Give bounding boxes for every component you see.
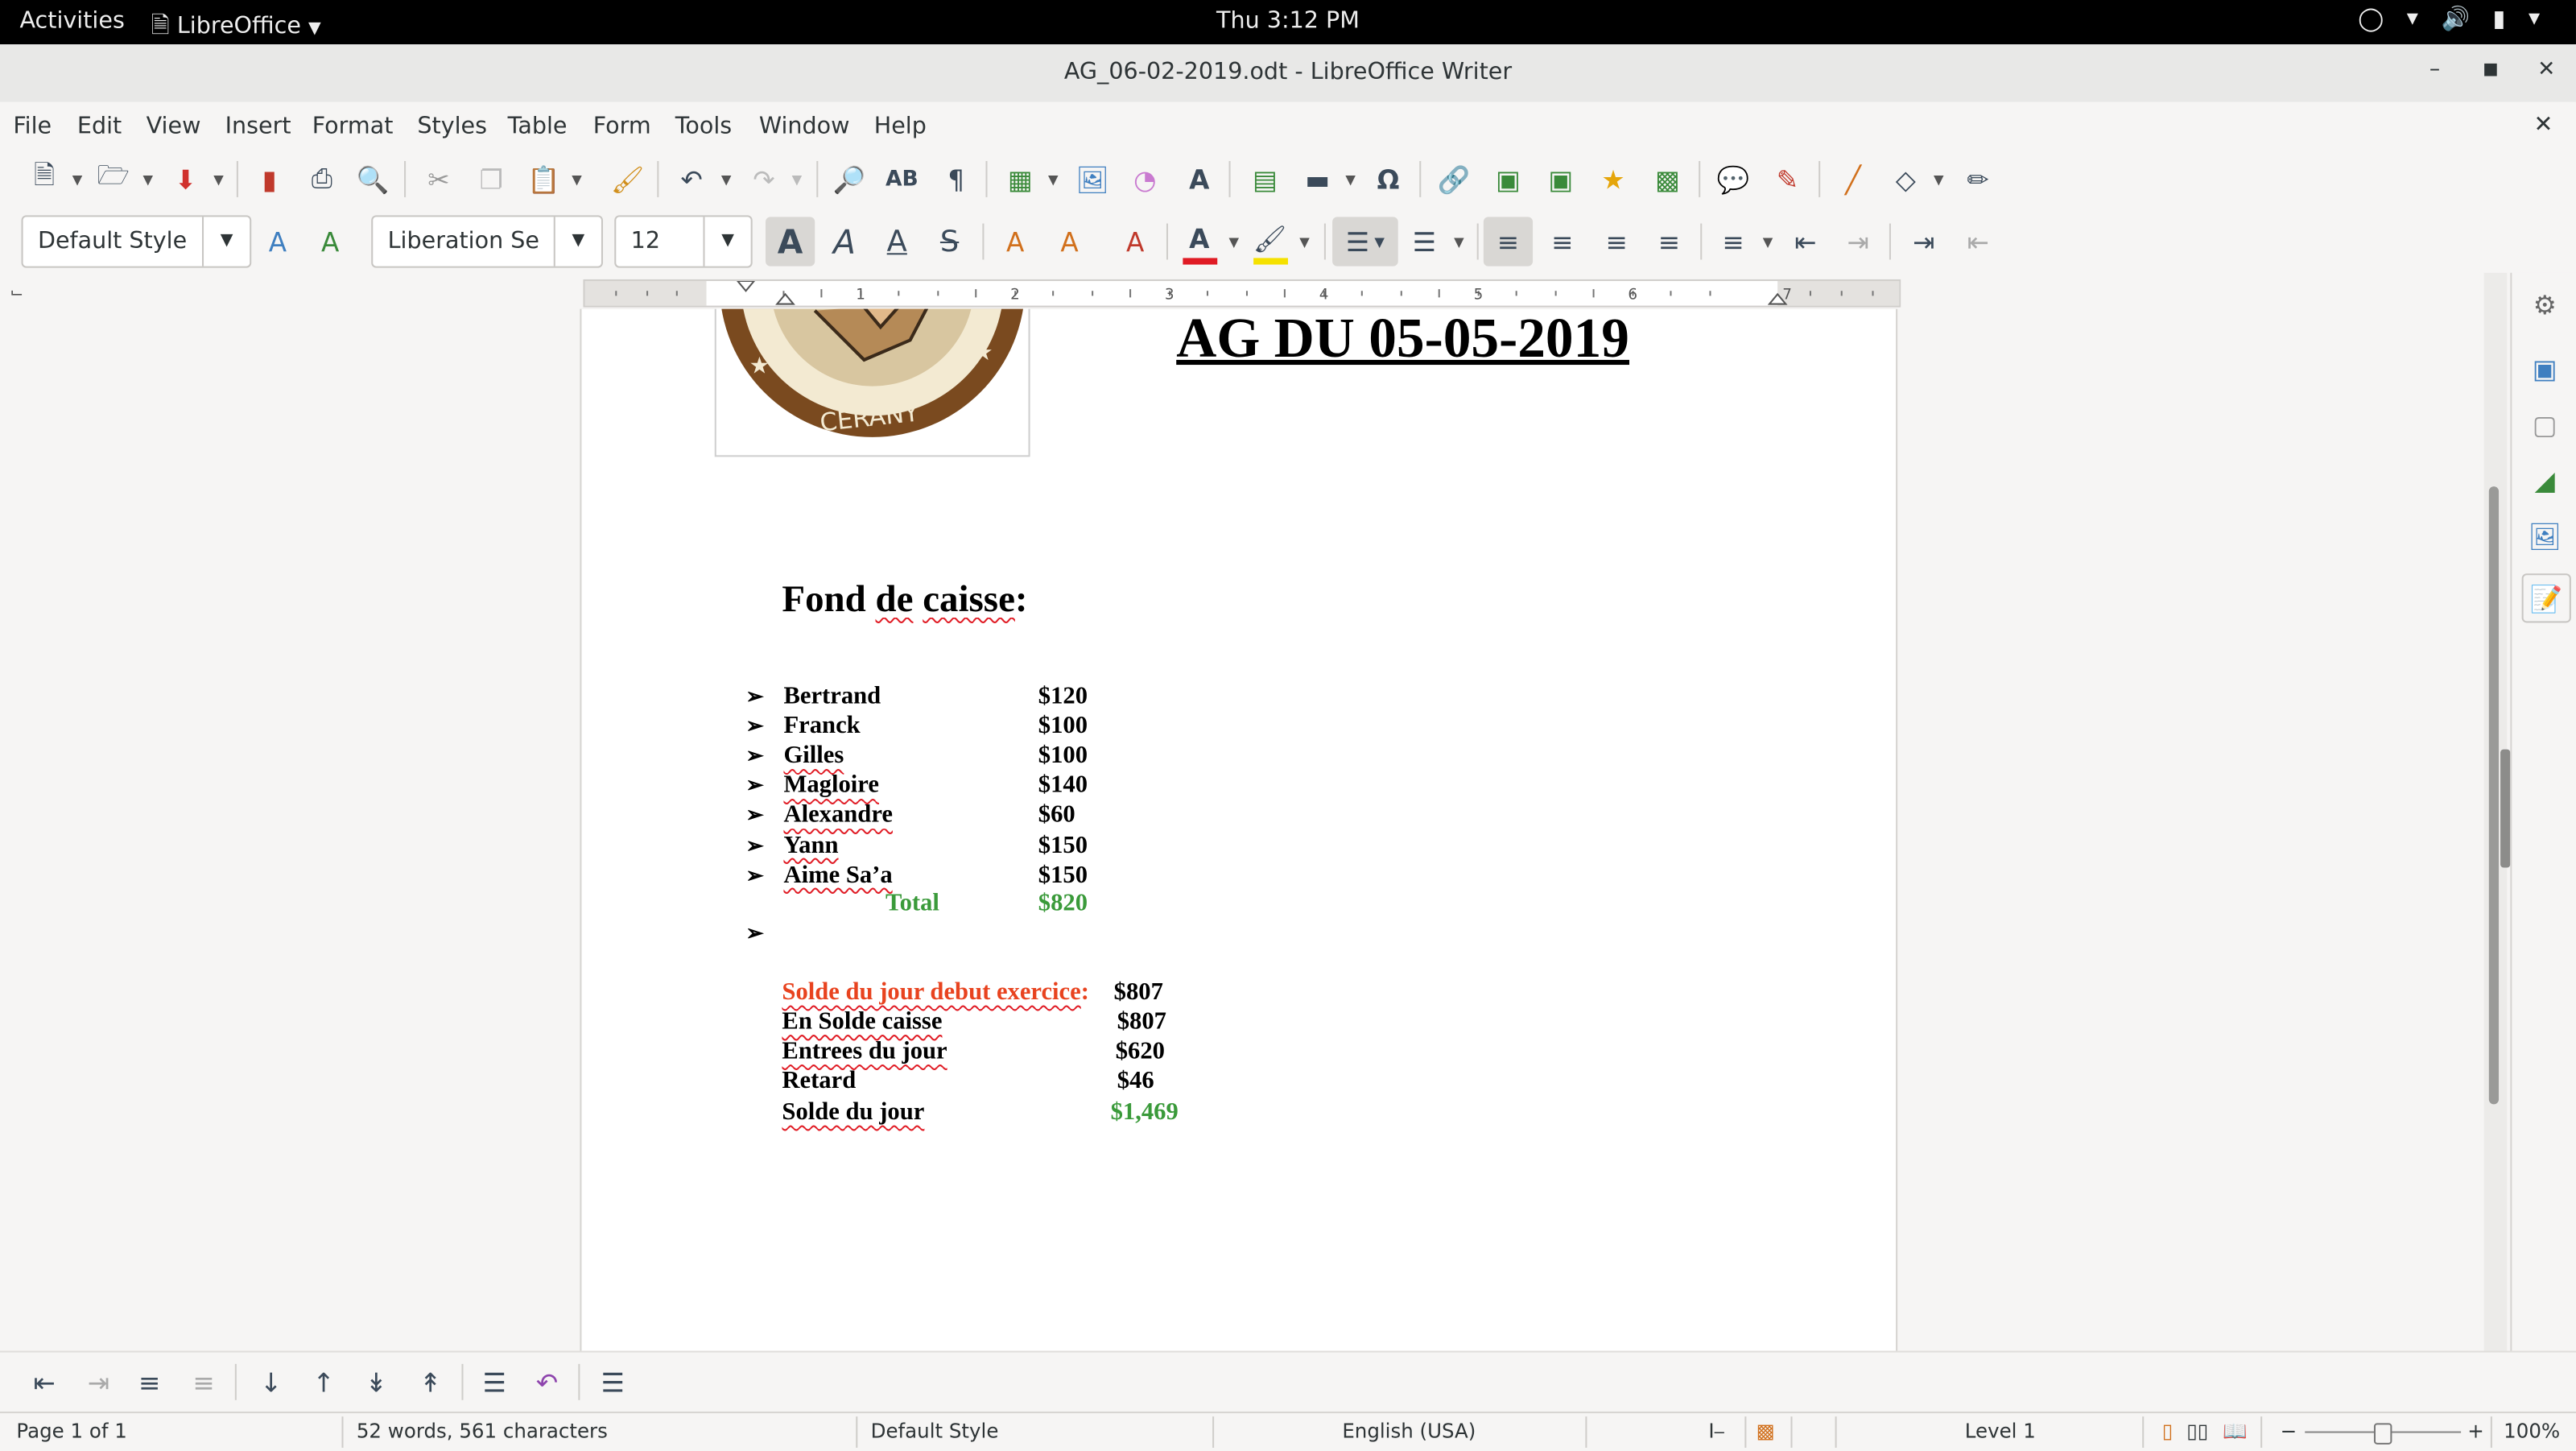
logo-text: CERANY [818,399,921,438]
font-size-value: 12 [630,228,661,255]
justify-icon[interactable]: ≡ [1657,225,1681,258]
daily-balance-amount: $1,469 [1110,1099,1179,1126]
close-window-button[interactable]: ✕ [2537,57,2556,83]
paragraph-style-combo[interactable] [22,215,252,267]
line-icon[interactable]: ╱ [1845,163,1861,195]
demote-outline-level-icon[interactable]: ⇤ [33,1366,56,1398]
chevron-down-icon[interactable]: ▼ [202,217,250,266]
chevron-down-icon[interactable]: ▼ [1048,172,1059,188]
book-view-icon[interactable]: 📖 [2223,1420,2248,1443]
chevron-down-icon: ▼ [2406,11,2418,28]
contribution-name: Franck [783,713,861,740]
chevron-down-icon[interactable]: ▼ [791,172,803,188]
bullet-arrow-icon: ➢ [745,862,764,887]
insert-image-icon[interactable]: 🖼 [1075,163,1109,195]
menu-tools[interactable]: Tools [675,113,733,140]
ruler-ticks [585,281,1900,306]
styles-icon[interactable]: ◢ [2534,464,2555,496]
open-folder-icon[interactable]: 🗁 [97,158,130,190]
insert-unnumbered-entry-icon[interactable]: ☰ [482,1366,506,1398]
bullets-numbering-dialog-icon[interactable]: ☰ [601,1366,625,1398]
formatting-toolbar [0,210,2576,273]
chevron-down-icon[interactable]: ▼ [572,172,582,188]
special-character-icon[interactable]: Ω [1377,163,1400,195]
increase-paragraph-spacing-icon[interactable]: ⇤ [1794,225,1817,258]
menu-window[interactable]: Window [758,113,850,140]
svg-text:2: 2 [1010,286,1020,304]
standard-toolbar [0,150,2576,209]
highlight-color-swatch [1253,258,1288,264]
chevron-down-icon: ▼ [2528,11,2541,28]
properties-icon[interactable]: ▣ [2532,352,2557,384]
chevron-down-icon[interactable]: ▼ [720,172,732,188]
menu-help[interactable]: Help [873,113,927,140]
menu-insert[interactable]: Insert [225,113,291,140]
menu-file[interactable]: File [13,113,52,140]
sidebar-settings-icon[interactable]: ⚙ [2533,288,2557,320]
language-indicator[interactable]: English (USA) [1342,1420,1476,1443]
line-spacing-icon[interactable]: ≡ [1722,225,1744,258]
chevron-down-icon[interactable]: ▼ [1228,234,1240,250]
move-item-down-with-subpoints-icon[interactable]: ↡ [365,1366,388,1398]
contribution-name: Bertrand [783,683,881,710]
paste-icon[interactable]: 📋 [527,163,560,195]
contribution-amount: $150 [1038,862,1088,889]
bullet-arrow-icon: ➢ [745,713,764,738]
insert-table-icon[interactable]: ▦ [1007,163,1033,195]
insert-textbox-icon[interactable]: A [1189,163,1210,195]
document-modified-icon[interactable]: ▩ [1756,1420,1775,1443]
outline-level: Level 1 [1964,1420,2036,1443]
section-heading-text: Fond de caisse: [782,578,1028,620]
opening-balance-label: Solde du jour debut exercice [782,979,1081,1006]
update-style-icon[interactable]: A [268,225,287,258]
zoom-level[interactable]: 100% [2504,1420,2561,1443]
print-preview-icon[interactable]: 🔍 [356,163,390,195]
network-icon: ◯ [2358,6,2384,33]
document-title: AG DU 05-05-2019 [1176,308,1629,370]
chevron-down-icon[interactable]: ▼ [703,217,750,266]
spelling-icon[interactable]: AB [885,167,919,192]
subscript-icon[interactable]: A [1060,225,1079,258]
basic-shapes-icon[interactable]: ◇ [1895,163,1916,195]
contribution-amount: $140 [1038,772,1088,800]
font-name-value: Liberation Se [387,228,539,255]
svg-text:★: ★ [972,340,993,366]
contribution-name: Magloire [783,772,879,800]
menu-form[interactable]: Form [592,113,651,140]
chevron-down-icon: ▼ [308,19,321,38]
contribution-amount: $120 [1038,683,1088,710]
app-menu[interactable] [151,8,321,48]
contribution-name: Gilles [783,742,844,770]
move-item-up-with-subpoints-icon[interactable]: ↟ [419,1366,442,1398]
insert-chart-icon[interactable]: ◔ [1133,163,1157,195]
zoom-in-icon[interactable]: + [2467,1420,2484,1443]
battery-icon: ▮ [2492,6,2506,33]
daily-entries-label: Entrees du jour [782,1038,947,1065]
page-style-indicator[interactable]: Default Style [870,1420,999,1443]
sidebar-deck [2510,273,2576,1351]
chevron-down-icon[interactable]: ▼ [1934,172,1944,188]
chevron-down-icon[interactable]: ▼ [1345,172,1356,188]
promote-with-subpoints-icon[interactable]: ≡ [192,1366,215,1398]
menu-styles[interactable]: Styles [417,113,488,140]
opening-balance-line [782,979,1089,1009]
close-document-icon[interactable]: ✕ [2533,111,2553,138]
svg-text:★: ★ [749,353,770,379]
decrease-indent-icon[interactable]: ⇤ [1967,225,1989,258]
bullet-arrow-icon: ➢ [745,802,764,828]
clone-formatting-icon[interactable]: 🖌 [610,163,645,195]
activities-button[interactable]: Activities [19,8,125,35]
track-changes-icon[interactable]: ✎ [1776,163,1799,195]
contribution-name: Aime Sa’a [783,862,893,889]
total-amount: $820 [1038,891,1088,917]
daily-entries-amount: $620 [1115,1038,1165,1065]
maximize-button[interactable]: ■ [2483,60,2499,79]
increase-indent-icon[interactable]: ⇥ [1913,225,1935,258]
minimize-button[interactable]: – [2429,57,2441,83]
bullet-arrow-icon: ➢ [745,772,764,798]
navigator-icon[interactable]: 📝 [2522,573,2571,622]
svg-text:6: 6 [1628,286,1638,304]
font-size-combo[interactable] [614,215,752,267]
ordered-list-icon[interactable]: ☰ [1412,225,1437,258]
svg-text:7: 7 [1782,286,1792,304]
copy-icon[interactable]: ❐ [479,163,503,195]
menu-view[interactable]: View [146,113,201,140]
footnote-icon[interactable]: ▣ [1496,163,1521,195]
app-menu-label: LibreOffice [176,13,301,39]
chevron-down-icon[interactable]: ▼ [72,172,83,188]
new-document-icon[interactable]: 🗎 [33,158,56,190]
scrollbar-thumb[interactable] [2489,486,2499,1104]
italic-icon[interactable]: A [833,221,856,262]
font-color-swatch [1183,258,1217,264]
opening-balance-colon: : [1080,979,1089,1006]
menu-table[interactable]: Table [507,113,568,140]
highlight-icon[interactable]: 🖌 [1253,222,1287,254]
font-name-combo[interactable] [371,215,603,267]
sidebar-collapse-handle[interactable] [2500,750,2510,868]
contribution-amount: $100 [1038,742,1088,770]
contribution-amount: $100 [1038,713,1088,740]
window-title: AG_06-02-2019.odt - LibreOffice Writer [1063,59,1513,86]
single-page-view-icon[interactable]: ▯ [2161,1420,2174,1443]
formatting-marks-icon[interactable]: ¶ [947,163,965,195]
page-indicator[interactable]: Page 1 of 1 [16,1420,127,1443]
align-right-icon[interactable]: ≡ [1605,225,1628,258]
bullets-numbering-toolbar [0,1351,2576,1412]
paragraph-style-value: Default Style [37,228,188,255]
club-logo [715,309,1030,457]
daily-balance-label: Solde du jour [782,1099,925,1126]
decrease-paragraph-spacing-icon[interactable]: ⇥ [1847,225,1869,258]
draw-functions-icon[interactable]: ✏ [1967,163,1989,195]
document-page[interactable] [581,309,1896,1351]
print-icon[interactable]: ⎙ [311,163,333,194]
strikethrough-icon[interactable]: S [939,224,960,259]
comment-icon[interactable]: 💬 [1716,163,1750,195]
word-count[interactable]: 52 words, 561 characters [356,1420,608,1443]
empty-bullet-arrow-icon: ➢ [745,920,764,945]
document-icon: 🗎 [151,13,170,39]
section-heading [782,578,1027,621]
horizontal-ruler[interactable] [583,279,1901,308]
contribution-name: Alexandre [783,802,893,829]
align-left-icon[interactable]: ≡ [1484,217,1533,266]
svg-text:3: 3 [1164,286,1174,304]
volume-icon: 🔊 [2441,6,2471,33]
menu-edit[interactable]: Edit [76,113,122,140]
chevron-down-icon[interactable]: ▼ [1454,234,1464,250]
svg-text:4: 4 [1319,286,1329,304]
cash-balance-label: En Solde caisse [782,1009,943,1036]
opening-balance-amount: $807 [1113,979,1163,1006]
status-bar [0,1412,2576,1451]
menu-bar [0,102,2576,148]
svg-text:5: 5 [1473,286,1484,304]
restart-numbering-icon[interactable]: ↶ [535,1366,559,1398]
unordered-list-icon[interactable]: ☰ ▼ [1332,217,1398,266]
chevron-down-icon[interactable]: ▼ [142,172,154,188]
late-amount: $46 [1117,1068,1154,1095]
bold-icon[interactable]: A [766,217,815,266]
bullet-arrow-icon: ➢ [745,832,764,858]
endnote-icon[interactable]: ▣ [1548,163,1574,195]
undo-icon[interactable]: ↶ [680,163,703,195]
insert-field-icon[interactable]: ▬ [1305,163,1331,195]
late-label: Retard [782,1068,857,1095]
page-break-icon[interactable]: ▤ [1252,163,1278,195]
page-icon[interactable]: ▢ [2532,408,2557,440]
contribution-amount: $150 [1038,832,1088,859]
zoom-slider-handle[interactable] [2374,1423,2392,1445]
promote-outline-level-icon[interactable]: ⇥ [87,1366,110,1398]
gallery-icon[interactable]: 🖼 [2528,519,2562,552]
hyperlink-icon[interactable]: 🔗 [1437,163,1471,195]
bullet-arrow-icon: ➢ [745,683,764,709]
chevron-down-icon[interactable]: ▼ [1762,234,1773,250]
menu-format[interactable]: Format [312,113,394,140]
find-replace-icon[interactable]: 🔎 [832,163,866,195]
insert-mode-icon[interactable]: I⎯ [1708,1420,1724,1443]
clear-formatting-icon[interactable]: A [1126,225,1145,258]
demote-with-subpoints-icon[interactable]: ≡ [138,1366,161,1398]
cross-reference-icon[interactable]: ▩ [1654,163,1680,195]
zoom-out-icon[interactable]: − [2280,1420,2297,1443]
bookmark-icon[interactable]: ★ [1601,163,1625,195]
new-style-icon[interactable]: A [321,225,340,258]
cash-balance-amount: $807 [1117,1009,1166,1036]
move-up-icon[interactable]: ↑ [312,1366,335,1398]
tab-stop-selector[interactable]: ⌙ [10,284,24,303]
window-title-bar[interactable] [0,44,2576,103]
document-canvas[interactable] [0,309,2484,1351]
system-tray[interactable] [2358,6,2540,33]
contribution-amount: $60 [1038,802,1075,829]
underline-icon[interactable]: A [886,224,907,259]
save-icon[interactable]: ⬇ [174,163,197,195]
cut-icon[interactable]: ✂ [427,163,450,195]
chevron-down-icon[interactable]: ▼ [1299,234,1310,250]
font-color-icon[interactable]: A [1189,222,1210,254]
system-top-bar [0,0,2576,44]
align-center-icon[interactable]: ≡ [1551,225,1574,258]
bullet-arrow-icon: ➢ [745,742,764,768]
chevron-down-icon[interactable]: ▼ [213,172,224,188]
svg-text:1: 1 [856,286,865,304]
redo-icon[interactable]: ↷ [753,163,775,195]
export-pdf-icon[interactable]: ▮ [262,163,277,195]
move-down-icon[interactable]: ↓ [260,1366,283,1398]
superscript-icon[interactable]: A [1006,225,1025,258]
clock[interactable]: Thu 3:12 PM [1216,8,1360,35]
contribution-name: Yann [783,832,839,859]
chevron-down-icon[interactable]: ▼ [554,217,601,266]
total-label: Total [885,891,939,917]
multi-page-view-icon[interactable]: ▯▯ [2186,1420,2209,1443]
